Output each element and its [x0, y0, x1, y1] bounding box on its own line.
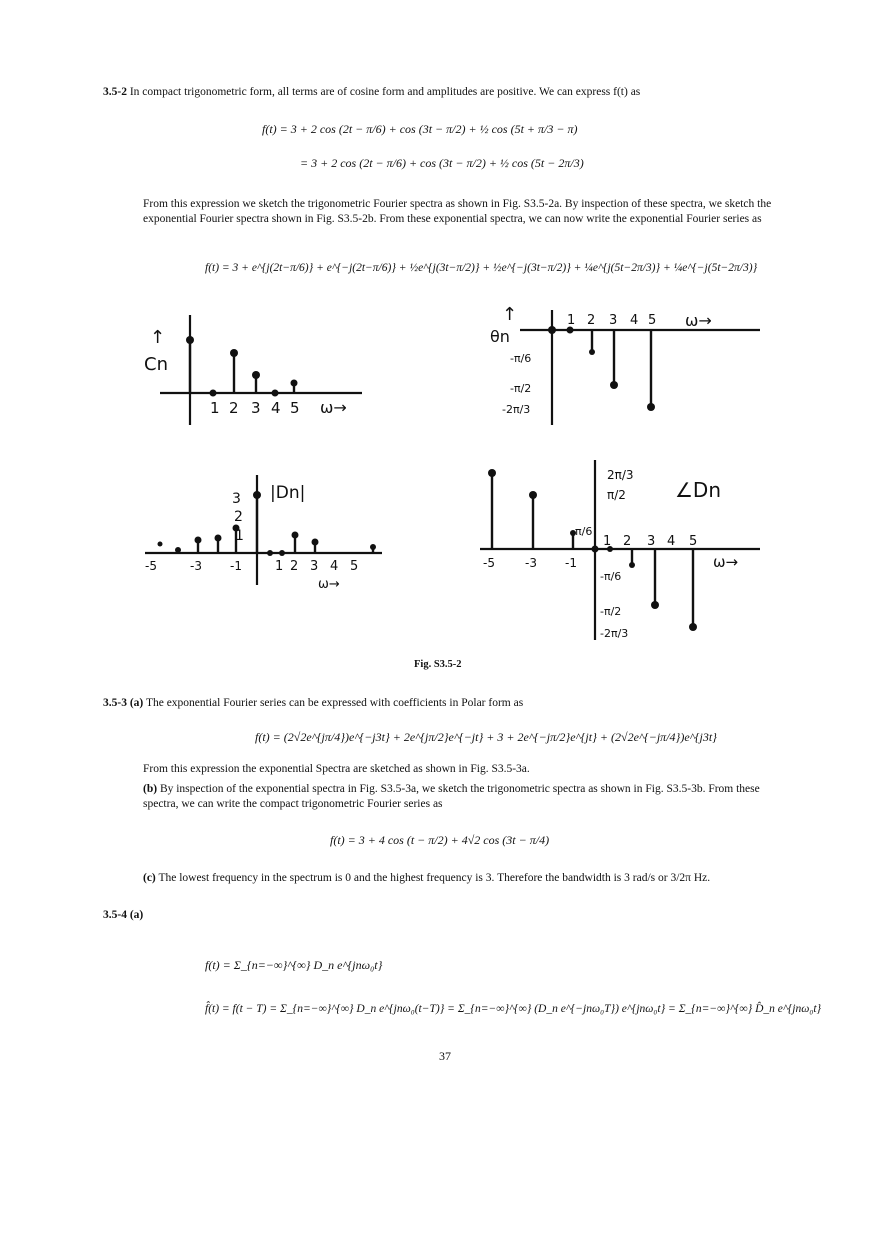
cn-x-label: ω→	[320, 398, 347, 417]
ad-dot-m3	[529, 491, 537, 499]
problem-352-paragraph: From this expression we sketch the trigonometric Fourier spectra as shown in Fig. S3.5-2a. By inspection of these spectra, we sketch the exponential Fourier spectra shown in Fig. S3.5-2b. From these exponential spectra, we can now write the exponential Fourier series as	[143, 198, 772, 225]
dn-dot-m3	[215, 535, 222, 542]
ad-xtick-m3: -3	[525, 556, 537, 570]
dn-xtick-5: 5	[350, 559, 359, 574]
theta-dot-2	[589, 349, 595, 355]
theta-spectrum-plot	[480, 300, 770, 440]
dn-magnitude-plot	[140, 470, 390, 590]
dn-ytick-1: 1	[235, 528, 244, 544]
cn-dot-2	[230, 349, 238, 357]
ad-xtick-5: 5	[689, 534, 698, 549]
theta-x-label: ω→	[685, 311, 712, 330]
cn-dot-4	[272, 390, 279, 397]
dn-dot-5	[370, 544, 376, 550]
theta-dot-3	[610, 381, 618, 389]
part-text: The lowest frequency in the spectrum is 0 and the highest frequency is 3. Therefore the bandwidth is 3 rad/s or 3/2π Hz.	[158, 872, 711, 884]
dn-ytick-3: 3	[232, 491, 241, 507]
problem-353-after-a: From this expression the exponential Spectra are sketched as shown in Fig. S3.5-3a.	[143, 763, 530, 775]
cn-arrow: ↑	[150, 327, 166, 348]
part-text: By inspection of the exponential spectra in Fig. S3.5-3a, we sketch the trigonometric spectra as shown in Fig. S3.5-3b. From these spectra, we can write the compact trigonometric Fourier series as	[143, 783, 760, 810]
theta-arrow: ↑	[502, 304, 518, 325]
dn-dot-m5	[175, 547, 181, 553]
dn-xtick-m5: -5	[145, 559, 157, 573]
equation-354-1: f(t) = Σ_{n=−∞}^{∞} D_n e^{jnω₀t}	[205, 958, 383, 972]
cn-dot-0	[186, 336, 194, 344]
ad-ylabel-mpi2: -π/2	[600, 605, 622, 618]
ad-xtick-2: 2	[623, 534, 632, 549]
theta-dot-5	[647, 403, 655, 411]
equation-3: f(t) = 3 + e^{j(2t−π/6)} + e^{−j(2t−π/6)} + ½e^{j(3t−π/2)} + ½e^{−j(3t−π/2)} + ¼e^{j(5t−2π/3)} + ¼e^{−j(5t−2π/3)}	[205, 262, 758, 274]
ad-x-label: ω→	[713, 553, 739, 571]
problem-label: 3.5-3	[103, 697, 127, 709]
equation-2: = 3 + 2 cos (2t − π/6) + cos (3t − π/2) + ½ cos (5t − 2π/3)	[300, 156, 584, 170]
equation-354-2: f̂(t) = f(t − T) = Σ_{n=−∞}^{∞} D_n e^{jnω₀(t−T)} = Σ_{n=−∞}^{∞} (D_n e^{−jnω₀T}) e^{jnω₀t} = Σ_{n=−∞}^{∞} D̂_n e^{jnω₀t}	[205, 1003, 822, 1015]
figure-caption: Fig. S3.5-2	[414, 659, 462, 670]
theta-ylabel-2pi3: -2π/3	[502, 403, 531, 416]
dn-dot-2	[292, 532, 299, 539]
ad-ylabel-pi6: π/6	[575, 525, 593, 538]
page-number: 37	[439, 1049, 451, 1063]
ad-ylabel-pi2: π/2	[607, 488, 626, 502]
problem-text: In compact trigonometric form, all terms are of cosine form and amplitudes are positive. We can express f(t) as	[129, 86, 641, 98]
cn-tick-1: 1	[210, 399, 220, 417]
dn-x-label: ω→	[318, 577, 340, 592]
ad-xtick-1: 1	[603, 534, 612, 549]
dn-dot-m4	[195, 537, 202, 544]
dn-phase-plot	[475, 455, 765, 645]
problem-label: 3.5-2	[103, 86, 127, 98]
problem-353-a	[103, 696, 793, 711]
ad-xtick-3: 3	[647, 534, 656, 549]
problem-353-c	[143, 871, 783, 886]
dn-xtick-4: 4	[330, 559, 339, 574]
part-label: (b)	[143, 783, 158, 795]
problem-354	[103, 908, 143, 923]
part-label: (c)	[143, 872, 156, 884]
equation-1: f(t) = 3 + 2 cos (2t − π/6) + cos (3t − π/2) + ½ cos (5t + π/3 − π)	[262, 122, 578, 136]
theta-ylabel-pi2: -π/2	[510, 382, 532, 395]
ad-ylabel-mpi6: -π/6	[600, 570, 622, 583]
theta-tick-1: 1	[567, 313, 576, 328]
part-label: (a)	[129, 909, 144, 921]
dn-xtick-m1: -1	[230, 559, 242, 573]
dn-xtick-2: 2	[290, 559, 299, 574]
problem-353-b	[143, 782, 783, 812]
cn-tick-4: 4	[271, 399, 281, 417]
dn-xtick-1: 1	[275, 559, 284, 574]
theta-ylabel-pi6: -π/6	[510, 352, 532, 365]
ad-ylabel-m2pi3: -2π/3	[600, 627, 629, 640]
ad-y-label: ∠Dn	[675, 478, 722, 502]
ad-xtick-m1: -1	[565, 556, 577, 570]
theta-y-label: θn	[490, 327, 510, 346]
ad-dot-5	[689, 623, 697, 631]
equation-353b: f(t) = 3 + 4 cos (t − π/2) + 4√2 cos (3t − π/4)	[330, 833, 550, 847]
dn-dot-3	[312, 539, 319, 546]
dn-ytick-2: 2	[234, 509, 243, 525]
ad-ylabel-2pi3: 2π/3	[607, 468, 634, 482]
problem-352-intro	[103, 85, 793, 100]
ad-dot-3	[651, 601, 659, 609]
equation-353a: f(t) = (2√2e^{jπ/4})e^{−j3t} + 2e^{jπ/2}e^{−jt} + 3 + 2e^{−jπ/2}e^{jt} + (2√2e^{−jπ/4})e^{j3t}	[255, 730, 717, 744]
cn-tick-3: 3	[251, 399, 261, 417]
theta-tick-3: 3	[609, 313, 618, 328]
dn-y-label: |Dn|	[270, 483, 306, 503]
dn-xtick-3: 3	[310, 559, 319, 574]
ad-dot-2	[629, 562, 635, 568]
problem-label: 3.5-4	[103, 909, 127, 921]
part-label: (a)	[129, 697, 144, 709]
dn-xtick-m3: -3	[190, 559, 202, 573]
ad-xtick-m5: -5	[483, 556, 495, 570]
cn-tick-5: 5	[290, 399, 300, 417]
cn-dot-5	[291, 380, 298, 387]
part-text: The exponential Fourier series can be expressed with coefficients in Polar form as	[145, 697, 524, 709]
cn-spectrum-plot	[140, 315, 380, 435]
cn-dot-1	[210, 390, 217, 397]
cn-tick-2: 2	[229, 399, 239, 417]
dn-dot-0	[253, 491, 261, 499]
theta-tick-2: 2	[587, 313, 596, 328]
cn-y-label: Cn	[144, 354, 168, 375]
theta-tick-5: 5	[648, 313, 657, 328]
cn-dot-3	[252, 371, 260, 379]
theta-tick-4: 4	[630, 313, 639, 328]
ad-xtick-4: 4	[667, 534, 676, 549]
ad-dot-m5	[488, 469, 496, 477]
